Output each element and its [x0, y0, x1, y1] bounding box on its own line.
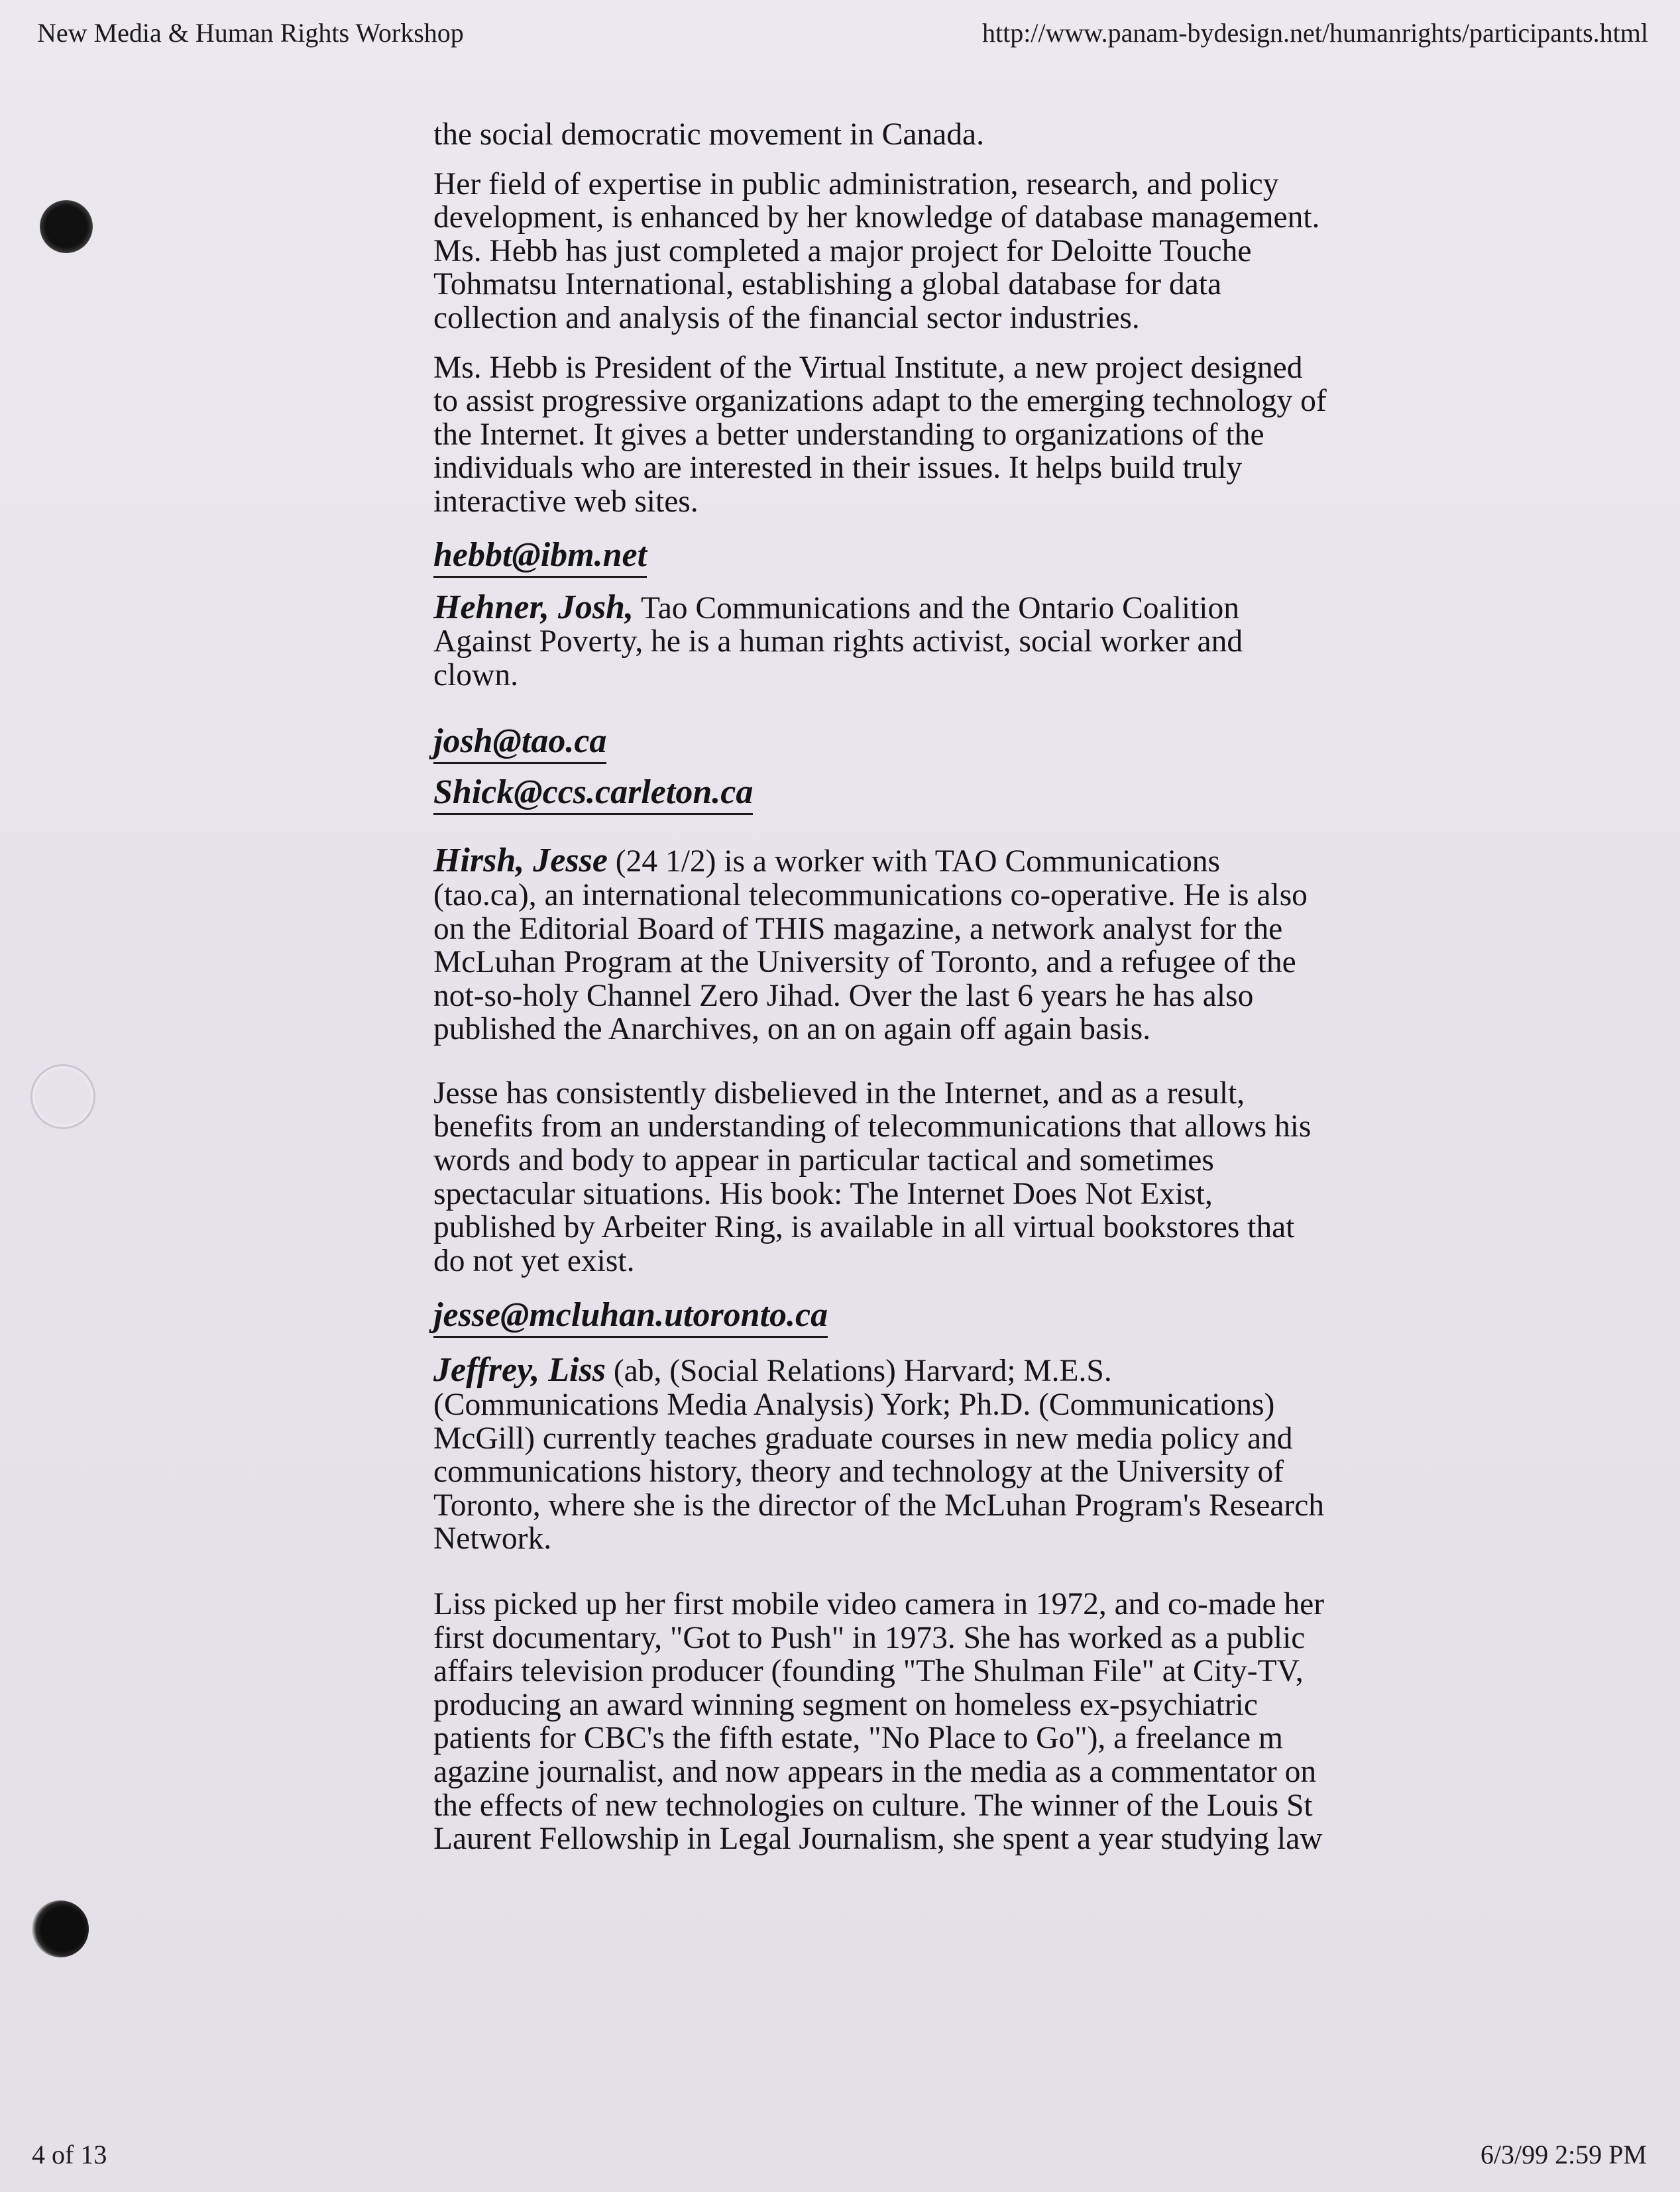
text-line: (Communications Media Analysis) York; Ph.D. (Communications): [433, 1388, 1275, 1423]
text-line: collection and analysis of the financial sector industries.: [433, 300, 1140, 335]
text-line: Ms. Hebb is President of the Virtual Institute, a new project designed: [433, 350, 1303, 385]
text-line: the effects of new technologies on culture. The winner of the Louis St: [433, 1788, 1313, 1823]
entry-text: (24 1/2) is a worker with TAO Communications: [607, 844, 1221, 879]
email-link-josh[interactable]: josh@tao.ca: [433, 721, 606, 764]
text-line: Her field of expertise in public administration, research, and policy: [433, 166, 1279, 201]
text-line: clown.: [433, 657, 518, 692]
email-link-jesse[interactable]: jesse@mcluhan.utoronto.ca: [433, 1295, 828, 1338]
text-line: Tohmatsu International, establishing a global database for data: [433, 267, 1222, 302]
text-line: on the Editorial Board of THIS magazine, a network analyst for the: [433, 911, 1283, 946]
text-line: affairs television producer (founding "The Shulman File" at City-TV,: [433, 1654, 1304, 1689]
entry-name-jeffrey: Jeffrey, Liss: [433, 1351, 606, 1390]
text-line: producing an award winning segment on homeless ex-psychiatric: [433, 1687, 1258, 1722]
paragraph-liss-career: [433, 1588, 1394, 1856]
email-link-shick[interactable]: Shick@ccs.carleton.ca: [433, 772, 753, 815]
text-line: Ms. Hebb has just completed a major project for Deloitte Touche: [433, 233, 1252, 268]
text-line: published by Arbeiter Ring, is available in all virtual bookstores that: [433, 1210, 1295, 1245]
punch-hole-top: [40, 200, 93, 253]
text-line: interactive web sites.: [433, 484, 699, 519]
text-line: spectacular situations. His book: The Internet Does Not Exist,: [433, 1176, 1213, 1211]
entry-name-hehner: Hehner, Josh,: [433, 588, 634, 626]
paragraph-jesse-internet: [433, 1077, 1394, 1278]
entry-hirsh: [433, 844, 1394, 1046]
text-line: published the Anarchives, on an on again off again basis.: [433, 1012, 1151, 1047]
text-line: the social democratic movement in Canada.: [433, 117, 984, 152]
text-line: McGill) currently teaches graduate courses in new media policy and: [433, 1421, 1293, 1456]
paragraph-hebb-virtual-institute: [433, 351, 1394, 519]
text-line: not-so-holy Channel Zero Jihad. Over the last 6 years he has also: [433, 978, 1254, 1013]
text-line: do not yet exist.: [433, 1243, 635, 1278]
entry-name-hirsh: Hirsh, Jesse: [433, 842, 608, 880]
text-line: agazine journalist, and now appears in the media as a commentator on: [433, 1754, 1317, 1789]
punch-hole-middle: [30, 1064, 95, 1129]
text-line: Against Poverty, he is a human rights activist, social worker and: [433, 624, 1243, 659]
page-header-title: New Media & Human Rights Workshop: [37, 18, 464, 48]
text-line: communications history, theory and technology at the University of: [433, 1454, 1284, 1490]
text-line: development, is enhanced by her knowledge of database management.: [433, 200, 1320, 235]
text-line: McLuhan Program at the University of Toronto, and a refugee of the: [433, 945, 1296, 980]
print-datetime: 6/3/99 2:59 PM: [1480, 2140, 1647, 2169]
paragraph-hebb-expertise: [433, 168, 1394, 335]
text-line: Network.: [433, 1521, 552, 1557]
text-line: to assist progressive organizations adapt to the emerging technology of: [433, 384, 1327, 419]
text-line: benefits from an understanding of telecommunications that allows his: [433, 1109, 1312, 1144]
entry-text: Tao Communications and the Ontario Coalition: [633, 590, 1239, 626]
email-link-hebb[interactable]: hebbt@ibm.net: [433, 535, 647, 578]
text-line: words and body to appear in particular tactical and sometimes: [433, 1143, 1214, 1178]
text-line: individuals who are interested in their issues. It helps build truly: [433, 451, 1243, 486]
text-line: Liss picked up her first mobile video camera in 1972, and co-made her: [433, 1587, 1325, 1621]
page-number: 4 of 13: [32, 2140, 107, 2169]
text-line: Laurent Fellowship in Legal Journalism, she spent a year studying law: [433, 1822, 1323, 1857]
text-line: the Internet. It gives a better understanding to organizations of the: [433, 417, 1264, 452]
text-line: Toronto, where she is the director of the McLuhan Program's Research: [433, 1488, 1325, 1523]
text-line: (tao.ca), an international telecommunications co-operative. He is also: [433, 877, 1308, 912]
entry-hehner: [433, 588, 1394, 692]
document-body: [433, 118, 1394, 1856]
page-header-url: http://www.panam-bydesign.net/humanrights/participants.html: [981, 18, 1648, 48]
text-line: patients for CBC's the fifth estate, "No Place to Go"), a freelance m: [433, 1721, 1283, 1756]
punch-hole-bottom: [32, 1900, 89, 1957]
entry-text: (ab, (Social Relations) Harvard; M.E.S.: [605, 1354, 1112, 1389]
text-line: first documentary, "Got to Push" in 1973. She has worked as a public: [433, 1620, 1306, 1655]
entry-jeffrey: [433, 1351, 1394, 1557]
text-line: Jesse has consistently disbelieved in the Internet, and as a result,: [433, 1075, 1245, 1111]
